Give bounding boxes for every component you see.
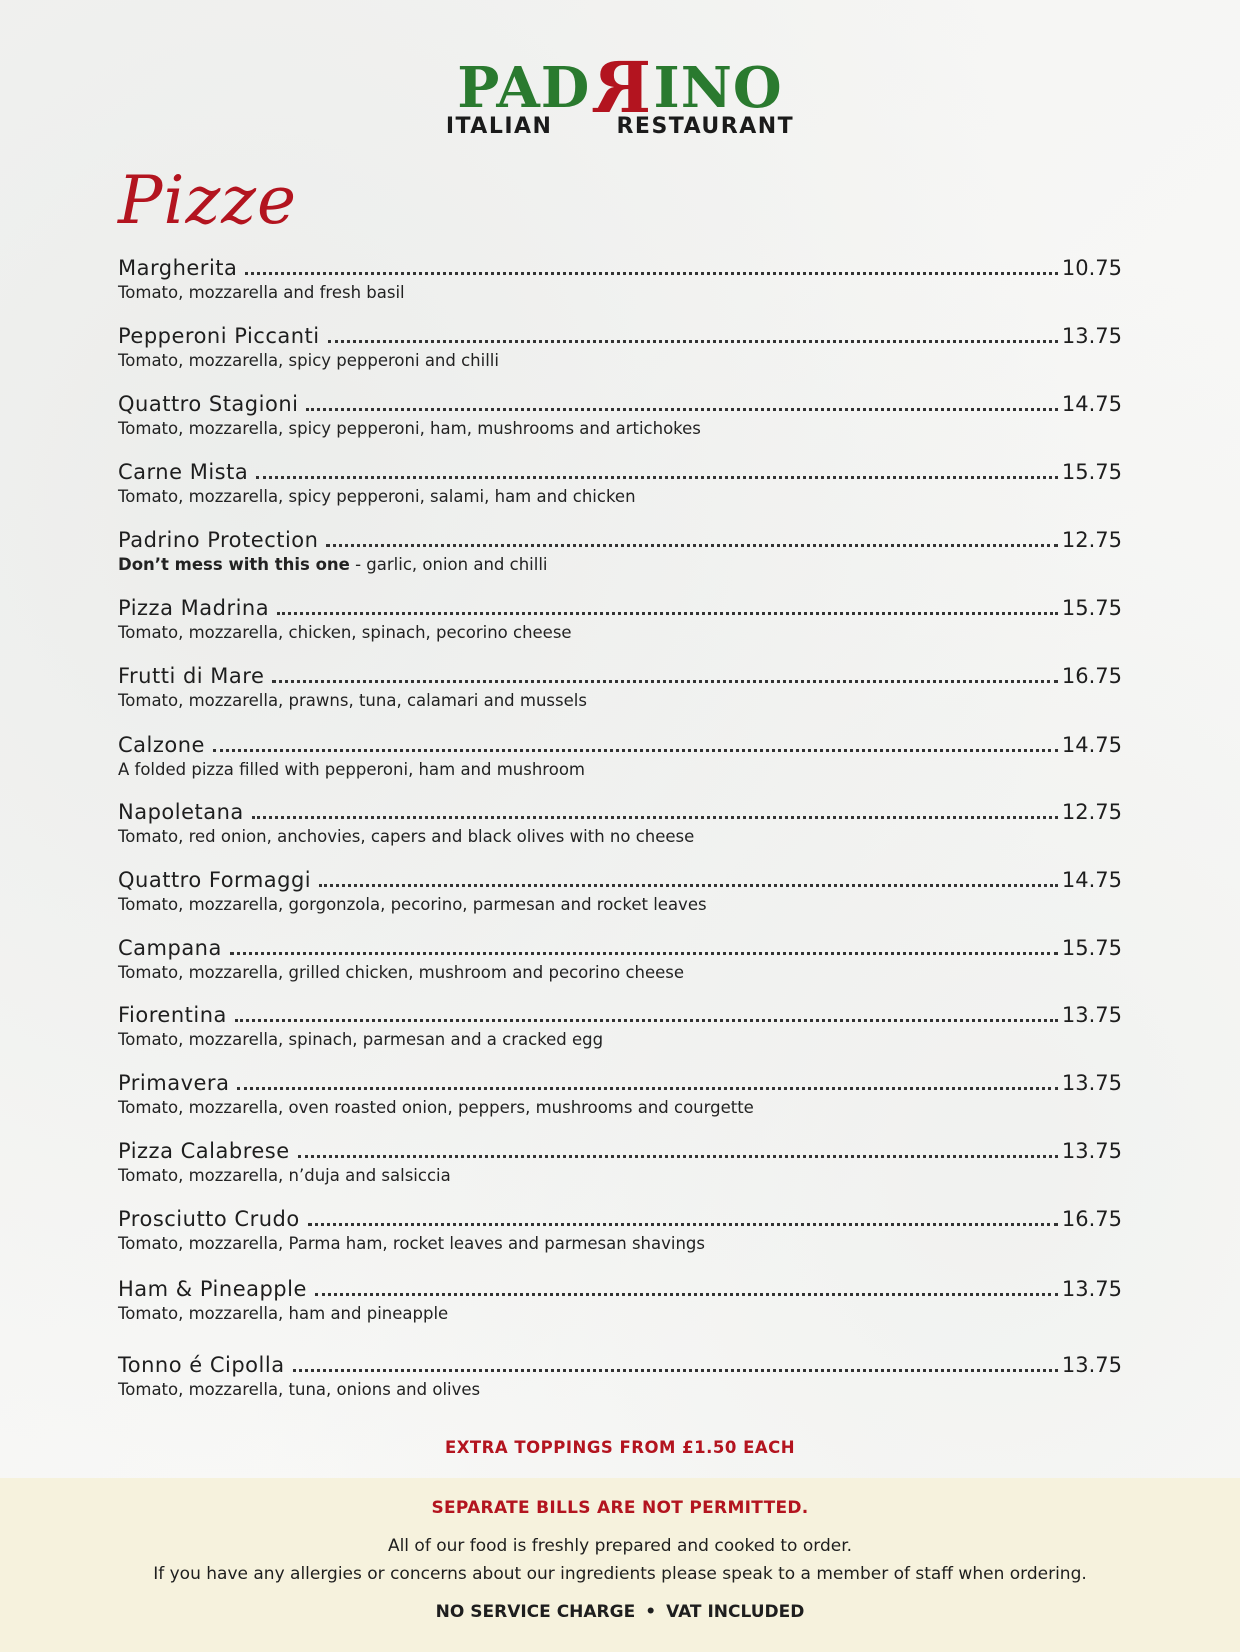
menu-item-row [118,1137,1122,1165]
menu-item-row [118,866,1122,894]
logo-tagline-right: RESTAURANT [616,114,795,139]
menu-item [118,1137,1122,1197]
menu-item-price: 13.75 [1061,324,1122,348]
menu-item-description-emphasis: Don’t mess with this one [118,555,350,574]
menu-item-name: Tonno é Cipolla [118,1353,285,1377]
logo-name-r: R [592,46,652,129]
vat-included-text: VAT INCLUDED [666,1602,805,1622]
menu-item [118,731,1122,791]
menu-item-row [118,594,1122,622]
menu-item-row [118,662,1122,690]
menu-item-row [118,390,1122,418]
menu-item-name: Pepperoni Piccanti [118,324,320,348]
logo-name-right: INO [653,55,783,121]
menu-item-description [118,486,1122,508]
menu-item-row [118,1001,1122,1029]
menu-item [118,322,1122,382]
menu-item-name: Fiorentina [118,1003,227,1027]
menu-item-name: Primavera [118,1071,230,1095]
section-title: Pizze [118,162,298,239]
menu-item [118,662,1122,722]
menu-item-description [118,690,1122,712]
service-charge-note [0,1602,1240,1622]
menu-item-row [118,322,1122,350]
allergy-note: If you have any allergies or concerns about our ingredients please speak to a member of staff when ordering. [153,1564,1087,1584]
menu-item [118,1205,1122,1265]
menu-item [118,390,1122,450]
menu-item-row [118,731,1122,759]
menu-item [118,1001,1122,1061]
menu-item-description [118,1233,1122,1255]
menu-item-description-text: Tomato, mozzarella, gorgonzola, pecorino, parmesan and rocket leaves [118,895,707,914]
menu-item [118,458,1122,518]
menu-item-description-text: Tomato, mozzarella, tuna, onions and olives [118,1380,481,1399]
menu-item-description-text: Tomato, mozzarella, spicy pepperoni and chilli [118,351,499,370]
menu-item-price: 13.75 [1061,1139,1122,1163]
menu-item-price: 13.75 [1061,1353,1122,1377]
menu-item-price: 12.75 [1061,800,1122,824]
menu-item-description [118,1379,1122,1401]
fresh-food-note: All of our food is freshly prepared and cooked to order. [387,1536,853,1556]
menu-item-description [118,1303,1122,1325]
menu-item-description [118,759,1122,781]
menu-item-row [118,1351,1122,1379]
menu-item-name: Campana [118,936,222,960]
dot-leader [213,749,1058,752]
footer-panel [0,1478,1240,1652]
menu-item-name: Quattro Formaggi [118,868,312,892]
menu-item-row [118,1275,1122,1303]
menu-item-name: Frutti di Mare [118,664,265,688]
menu-item-description-text: Tomato, mozzarella, chicken, spinach, pecorino cheese [118,623,572,642]
menu-item-row [118,526,1122,554]
menu-item-name: Quattro Stagioni [118,392,299,416]
menu-item-description [118,350,1122,372]
menu-item-description-text: Tomato, mozzarella, grilled chicken, mushroom and pecorino cheese [118,963,685,982]
logo-tagline [0,114,1240,139]
menu-item-price: 15.75 [1061,596,1122,620]
restaurant-logo [0,42,1240,152]
menu-item-description [118,1029,1122,1051]
dot-leader [277,612,1058,615]
menu-item-row [118,254,1122,282]
dot-leader [237,1087,1057,1090]
extra-toppings-note: EXTRA TOPPINGS FROM £1.50 EACH [444,1438,796,1457]
menu-item [118,1275,1122,1335]
menu-item-description-text: Tomato, mozzarella, spicy pepperoni, salami, ham and chicken [118,487,636,506]
menu-item-row [118,934,1122,962]
menu-item-price: 12.75 [1061,528,1122,552]
dot-leader [326,544,1057,547]
separate-bills-warning: SEPARATE BILLS ARE NOT PERMITTED. [431,1498,809,1518]
dot-leader [319,884,1058,887]
menu-item [118,526,1122,586]
menu-item-description [118,826,1122,848]
logo-name-left: PAD [457,55,591,121]
menu-item-description-text: Tomato, red onion, anchovies, capers and black olives with no cheese [118,827,695,846]
menu-item [118,1069,1122,1129]
menu-item-name: Ham & Pineapple [118,1277,307,1301]
menu-item-name: Napoletana [118,800,244,824]
menu-item-name: Margherita [118,256,238,280]
menu-item-description [118,1097,1122,1119]
menu-item [118,594,1122,654]
menu-item-price: 16.75 [1061,1207,1122,1231]
menu-item-row [118,798,1122,826]
logo-tagline-left: ITALIAN [445,114,553,139]
menu-item-price: 13.75 [1061,1071,1122,1095]
menu-item-description-text: Tomato, mozzarella, Parma ham, rocket leaves and parmesan shavings [118,1234,705,1253]
menu-item-name: Pizza Madrina [118,596,270,620]
dot-leader [245,272,1057,275]
menu-item-name: Pizza Calabrese [118,1139,290,1163]
menu-item-name: Prosciutto Crudo [118,1207,300,1231]
menu-item-row [118,458,1122,486]
menu-item-description [118,622,1122,644]
menu-item-description-text: Tomato, mozzarella, spinach, parmesan and a cracked egg [118,1030,604,1049]
bullet-separator: • [645,1602,657,1622]
dot-leader [230,952,1058,955]
dot-leader [272,680,1057,683]
menu-item-row [118,1205,1122,1233]
menu-item [118,934,1122,994]
menu-item-description [118,282,1122,304]
menu-item-price: 14.75 [1061,392,1122,416]
menu-item-price: 15.75 [1061,936,1122,960]
dot-leader [256,476,1058,479]
menu-item [118,798,1122,858]
menu-item-description-text: Tomato, mozzarella, prawns, tuna, calamari and mussels [118,691,587,710]
menu-item-description [118,1165,1122,1187]
menu-item-description-text: - garlic, onion and chilli [349,555,548,574]
menu-item-price: 13.75 [1061,1277,1122,1301]
menu-item-price: 14.75 [1061,868,1122,892]
menu-item [118,866,1122,926]
menu-item [118,254,1122,314]
menu-item-name: Carne Mista [118,460,249,484]
menu-item-price: 14.75 [1061,733,1122,757]
menu-item-price: 10.75 [1061,256,1122,280]
menu-item-description-text: Tomato, mozzarella, spicy pepperoni, ham, mushrooms and artichokes [118,419,701,438]
dot-leader [293,1369,1058,1372]
dot-leader [328,340,1058,343]
menu-item-description-text: Tomato, mozzarella, oven roasted onion, peppers, mushrooms and courgette [118,1098,754,1117]
dot-leader [308,1223,1058,1226]
dot-leader [306,408,1057,411]
dot-leader [298,1155,1058,1158]
menu-item-price: 15.75 [1061,460,1122,484]
menu-item-description-text: Tomato, mozzarella, n’duja and salsiccia [118,1166,451,1185]
menu-item-description-text: A folded pizza filled with pepperoni, ham and mushroom [118,760,585,779]
menu-item [118,1351,1122,1411]
menu-item-name: Calzone [118,733,205,757]
menu-item-price: 16.75 [1061,664,1122,688]
menu-item-row [118,1069,1122,1097]
menu-item-name: Padrino Protection [118,528,319,552]
dot-leader [235,1019,1058,1022]
menu-item-description [118,894,1122,916]
menu-item-description [118,962,1122,984]
menu-item-price: 13.75 [1061,1003,1122,1027]
no-service-charge-text: NO SERVICE CHARGE [435,1602,636,1622]
menu-item-description-text: Tomato, mozzarella and fresh basil [118,283,405,302]
menu-item-description [118,554,1122,576]
menu-item-description [118,418,1122,440]
menu-item-description-text: Tomato, mozzarella, ham and pineapple [118,1304,449,1323]
dot-leader [315,1293,1058,1296]
dot-leader [252,816,1058,819]
